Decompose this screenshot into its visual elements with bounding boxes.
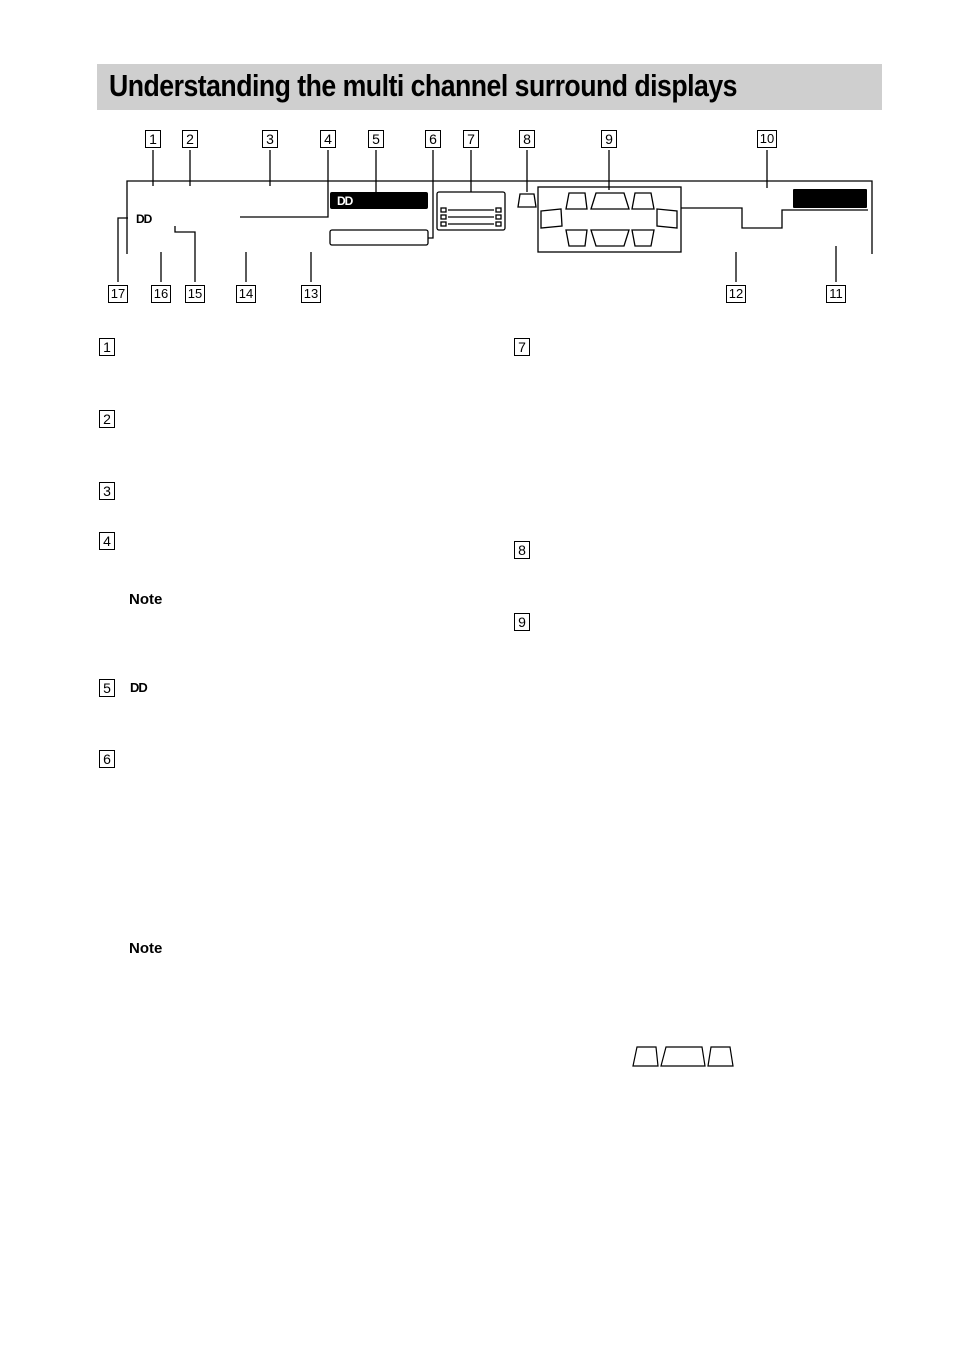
page-title: Understanding the multi channel surround displays xyxy=(109,68,737,103)
callout-9: 9 xyxy=(601,130,617,148)
callout-15: 15 xyxy=(185,285,205,303)
front-speaker-indicators-icon xyxy=(630,1044,740,1070)
callout-11: 11 xyxy=(826,285,846,303)
callout-1: 1 xyxy=(145,130,161,148)
item-marker-8: 8 xyxy=(514,541,530,559)
svg-text:DD: DD xyxy=(136,212,152,226)
svg-text:DD: DD xyxy=(337,194,353,208)
callout-10: 10 xyxy=(757,130,777,148)
callout-3: 3 xyxy=(262,130,278,148)
item-marker-4: 4 xyxy=(99,532,115,550)
item-marker-5: 5 xyxy=(99,679,115,697)
item-marker-6: 6 xyxy=(99,750,115,768)
callout-14: 14 xyxy=(236,285,256,303)
note-heading: Note xyxy=(129,940,163,957)
callout-4: 4 xyxy=(320,130,336,148)
callout-5: 5 xyxy=(368,130,384,148)
dolby-logo-icon: DD xyxy=(130,680,147,695)
display-diagram xyxy=(0,0,954,320)
callout-6: 6 xyxy=(425,130,441,148)
item-marker-7: 7 xyxy=(514,338,530,356)
callout-17: 17 xyxy=(108,285,128,303)
item-marker-9: 9 xyxy=(514,613,530,631)
callout-8: 8 xyxy=(519,130,535,148)
callout-16: 16 xyxy=(151,285,171,303)
callout-13: 13 xyxy=(301,285,321,303)
callout-12: 12 xyxy=(726,285,746,303)
item-marker-3: 3 xyxy=(99,482,115,500)
note-heading: Note xyxy=(129,591,163,608)
item-marker-1: 1 xyxy=(99,338,115,356)
callout-2: 2 xyxy=(182,130,198,148)
callout-7: 7 xyxy=(463,130,479,148)
item-marker-2: 2 xyxy=(99,410,115,428)
